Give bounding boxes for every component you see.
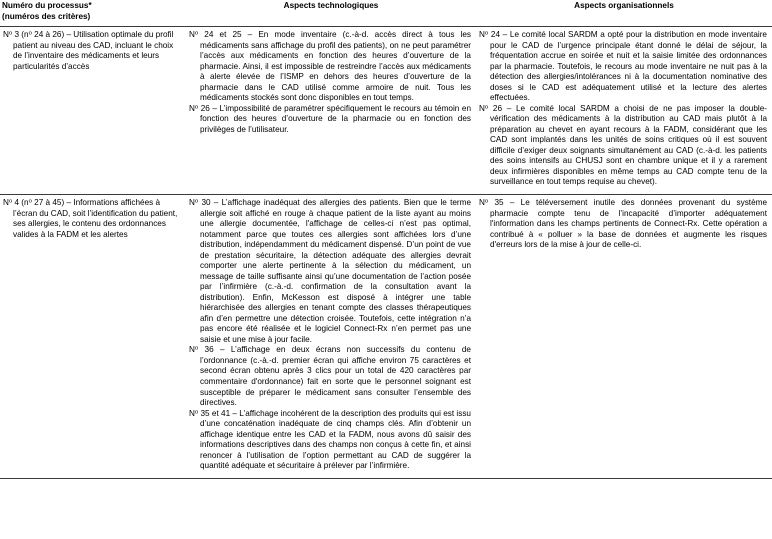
column-header-process-number bbox=[0, 0, 186, 27]
cell-process-number bbox=[0, 27, 186, 195]
organisational-item: $N^o$ 35 – Le téléversement inutile des données provenant du système pharmacie compte tenu de l’incapacité d’importer adéquatement l'information dans les champs pertinents de Connect-Rx. Cette opération a contribué à « polluer » la base de données et augmente les risques d'erreurs lors de la mise à jour de celle-ci. bbox=[479, 197, 767, 250]
technological-item: $N^o$ 30 – L’affichage inadéquat des allergies des patients. Bien que le terme allergie soit affiché en rouge à chaque patient de la liste ayant au moins une allergie documentée, l'affichage de celles-ci n’est pas optimal, notamment parce que toutes ces allergies sont affichées lors d’une distribution, indépendamment du médicament dispensé. D’un point de vue de prestation sécuritaire, la détection adéquate des allergies devrait comporter une alerte pertinente à la sélection du médicament, un message de taille suffisante ainsi qu’une documentation de l’action posée par l’infirmière (c.-à.-d. confirmation de la consultation avant la distribution). Enfin, McKesson est disposé à intégrer une table hiérarchisée des allergies en tenant compte des classes thérapeutiques afin d’en permettre une détection croisée. Toutefois, cette intégration n’a pas encore été réalisée et le logiciel Connect-Rx n’en permet pas une saisie et une mise à jour facile. bbox=[189, 197, 471, 344]
table-body bbox=[0, 27, 772, 479]
cell-organisational-aspects bbox=[476, 27, 772, 195]
process-description: $N^o$ 3 ($n^o$ 24 à 26) – Utilisation optimale du profil patient au niveau des CAD, incluant le choix de l’inventaire des médicaments et leurs particularités d’accès bbox=[3, 30, 174, 71]
table-row bbox=[0, 27, 772, 195]
organisational-item: $N^o$ 26 – Le comité local SARDM a choisi de ne pas imposer la double-vérification des médicaments à la distribution au CAD mais plutôt à la préparation au chevet en ayant recours à la FADM, considérant que les CAD sont implantés dans les unités de soins critiques où il est souvent difficile d’exiger deux soignants simultanément au CAD (c.-à-d. les patients des soins intensifs au CHUSJ sont en chambre unique et il y a rarement deux infirmières disponibles en même temps au CAD compte tenu de la surveillance en tout temps requise au chevet). bbox=[479, 103, 767, 187]
table-header-row bbox=[0, 0, 772, 27]
technological-item: $N^o$ 35 et 41 – L’affichage incohérent de la description des produits qui est issu d’une concaténation inadéquate de cinq champs clés. Afin d’obtenir un affichage identique entre les CAD et la FADM, nous avons dû saisir des informations descriptives dans des champs non conçus à cette fin, et ainsi renoncer à l’utilisation de l’option permettant au CAD de suggérer la quantité adéquate et sécuritaire à prélever par l’infirmière. bbox=[189, 408, 471, 471]
process-description: $N^o$ 4 ($n^o$ 27 à 45) – Informations affichées à l’écran du CAD, soit l’identification du patient, ses allergies, le contenu des ordonnances valides à la FADM et les alertes bbox=[3, 197, 178, 239]
column-header-technological-aspects: Aspects technologiques bbox=[186, 0, 476, 27]
technological-item: $N^o$ 36 – L’affichage en deux écrans non successifs du contenu de l’ordonnance (c.-à.-d. premier écran qui affiche environ 75 caractères et second écran obtenu après 3 clics pour un total de 420 caractères par commentaire d'ordonnance) fait en sorte que le personnel soignant est susceptible de préparer le médicament sans consulter l’ensemble des directives. bbox=[189, 345, 471, 408]
column-header-organisational-aspects: Aspects organisationnels bbox=[476, 0, 772, 27]
table-header bbox=[0, 0, 772, 27]
technological-item: $N^o$ 24 et 25 – En mode inventaire (c.-à-d. accès direct à tous les médicaments sans affichage du profil des patients), on ne peut paramétrer l’accès aux médicaments en fonction des heures d’ouverture de la pharmacie. Ainsi, il est impossible de restreindre l’accès aux médicaments à alerte élevée de l’ISMP en dehors des heures d’ouverture de la pharmacie dans le CAD utilisé comme armoire de nuit. Tous les médicaments stockés sont donc disponibles en tout temps. bbox=[189, 30, 471, 103]
table-row bbox=[0, 194, 772, 478]
cell-process-number bbox=[0, 194, 186, 478]
column-header-process-number-line1: Numéro du processus* bbox=[2, 1, 92, 10]
technological-item: $N^o$ 26 – L’impossibilité de paramétrer spécifiquement le recours au témoin en fonction des heures d’ouverture de la pharmacie ou en fonction des privilèges de l’utilisateur. bbox=[189, 103, 471, 134]
cell-technological-aspects bbox=[186, 27, 476, 195]
cell-technological-aspects bbox=[186, 194, 476, 478]
cell-organisational-aspects bbox=[476, 194, 772, 478]
organisational-item: $N^o$ 24 – Le comité local SARDM a opté pour la distribution en mode inventaire pour le CAD de l’urgence principale étant donné le délai de séjour, la fréquentation accrue en soirée et nuit et la saisie limitée des ordonnances par la pharmacie. Toutefois, le recours au mode inventaire ne nuit pas à la détection des allergies/intolérances ni à la documentation nominative des doses si le CAD est adéquatement utilisé et la lecture des alertes effectuées. bbox=[479, 30, 767, 103]
column-header-process-number-line2: (numéros des critères) bbox=[2, 11, 91, 21]
